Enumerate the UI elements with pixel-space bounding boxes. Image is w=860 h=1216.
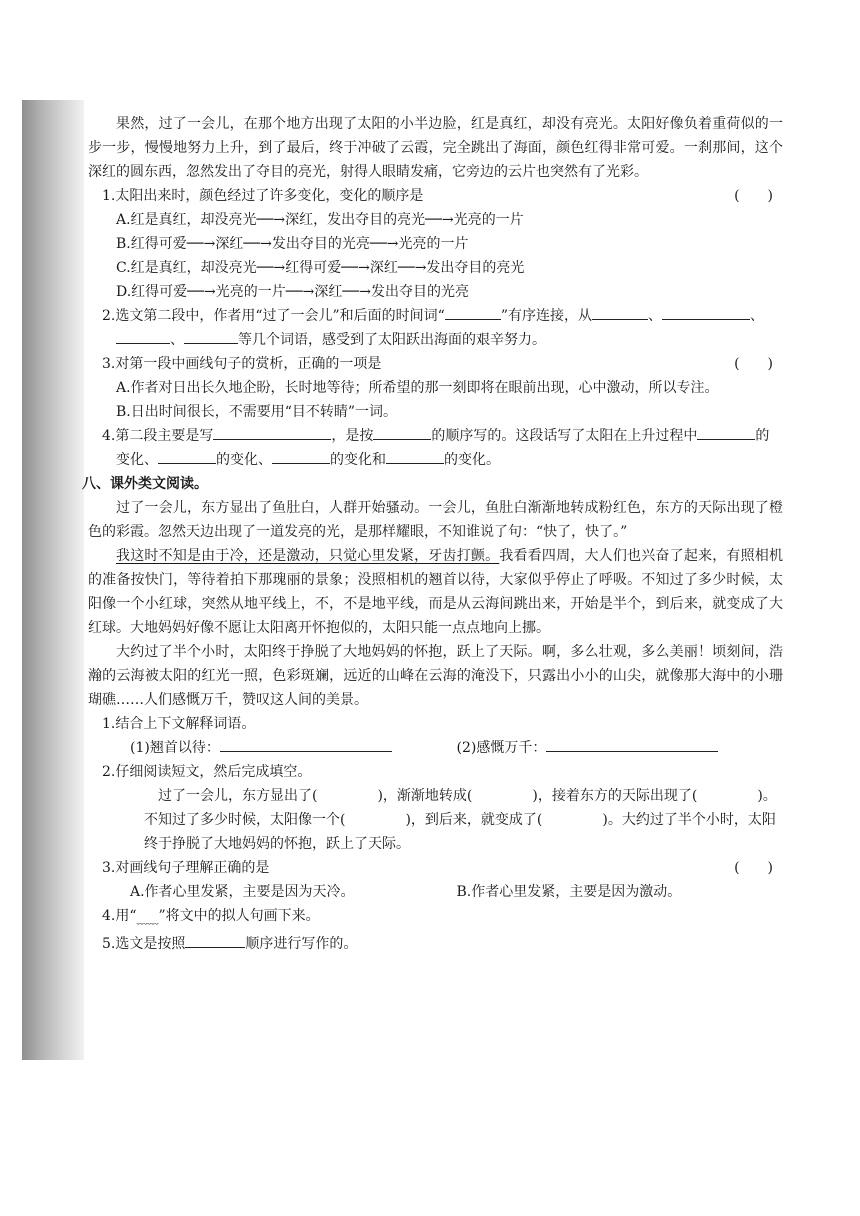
question-4-text: 4.第二段主要是写 <box>102 428 214 444</box>
b-question-3-stem: 3.对画线句子理解正确的是 <box>102 860 270 876</box>
blank[interactable] <box>184 329 238 344</box>
b-question-3-options <box>88 880 783 904</box>
blank[interactable] <box>662 305 696 320</box>
blank[interactable] <box>272 449 330 464</box>
question-4-text: 的变化和 <box>330 452 386 468</box>
blank[interactable] <box>697 425 755 440</box>
wavy-line-mark: ﹏﹏ <box>136 913 159 926</box>
blank[interactable] <box>220 737 392 752</box>
question-1-stem: 1.太阳出来时，颜色经过了许多变化，变化的顺序是 <box>102 188 424 204</box>
fill-text: )。大约过了半个小时，太阳终于挣脱了大地妈妈的怀抱，跃上了天际。 <box>144 812 776 852</box>
b-question-1-items <box>88 736 783 760</box>
question-2-text: ”有序连接，从 <box>500 308 592 324</box>
question-2-text: 等几个词语，感受到了太阳跃出海面的艰辛努力。 <box>238 332 546 348</box>
blank[interactable] <box>546 737 718 752</box>
fill-text: )，到后来，就变成了( <box>405 812 543 828</box>
passage-1: 果然，过了一会儿，在那个地方出现了太阳的小半边脸，红是真红，却没有亮光。太阳好像负着重荷似的一步一步，慢慢地努力上升，到了最后，终于冲破了云霞，完全跳出了海面，颜色红得非常可爱。一刹那间，这个深红的圆东西，忽然发出了夺目的亮光，射得人眼睛发痛，它旁边的云片也突然有了光彩。 <box>88 116 783 180</box>
b-question-5 <box>88 932 783 956</box>
blank[interactable] <box>592 305 648 320</box>
blank[interactable] <box>696 305 750 320</box>
passage-2-para-2-rest: 我看看四周，大人们也兴奋了起来，有照相机的准备按快门，等待着拍下那瑰丽的景象；没照相机的翘首以待，大家似乎停止了呼吸。不知过了多少时候，太阳像一个小红球，突然从地平线上，不，不是地平线，而是从云海间跳出来，开始是半个，到后来，就变成了大红球。大地妈妈好像不愿让太阳离开怀抱似的，太阳只能一点点地向上挪。 <box>88 548 783 636</box>
question-2-text: 、 <box>750 308 764 324</box>
answer-paren[interactable]: ( ) <box>734 356 773 372</box>
b-question-1-item-2: (2)感慨万千： <box>456 740 547 756</box>
fill-text: 过了一会儿，东方显出了( <box>158 788 318 804</box>
fill-text: )，接着东方的天际出现了( <box>532 788 698 804</box>
blank[interactable] <box>158 449 216 464</box>
b-question-5-text: 5.选文是按照 <box>102 936 186 952</box>
blank[interactable] <box>373 425 431 440</box>
option-3b[interactable]: B.日出时间很长，不需要用“目不转睛”一词。 <box>116 404 398 420</box>
question-4-text: 的变化。 <box>444 452 500 468</box>
question-4-text: ，是按 <box>331 428 374 444</box>
page-binding-shadow <box>22 100 84 1060</box>
option-1b[interactable]: B.红得可爱──→深红──→发出夺目的光亮──→光亮的一片 <box>116 236 469 252</box>
question-4-text: 的顺序写的。这段话写了太阳在上升过程中 <box>431 428 698 444</box>
question-3-stem: 3.对第一段中画线句子的赏析，正确的一项是 <box>102 356 382 372</box>
passage-2-para-1: 过了一会儿，东方显出了鱼肚白，人群开始骚动。一会儿，鱼肚白渐渐地转成粉红色，东方的天际出现了橙色的彩霞。忽然天边出现了一道发亮的光，是那样耀眼，不知谁说了句：“快了，快了。” <box>88 500 783 540</box>
question-2-text: 2.选文第二段中，作者用“过了一会儿”和后面的时间词“ <box>102 308 445 324</box>
question-2 <box>88 304 783 352</box>
fill-text: )。不知过了多少时候，太阳像一个( <box>144 788 777 828</box>
question-2-text: 、 <box>170 332 184 348</box>
answer-paren[interactable]: ( ) <box>734 860 773 876</box>
question-4-text: 的变化、 <box>216 452 272 468</box>
passage-2-para-3: 大约过了半个小时，太阳终于挣脱了大地妈妈的怀抱，跃上了天际。啊，多么壮观，多么美丽！顷刻间，浩瀚的云海被太阳的红光一照，色彩斑斓，远近的山峰在云海的淹没下，只露出小小的山尖，就像那大海中的小珊瑚礁……人们感慨万千，赞叹这人间的美景。 <box>88 644 783 708</box>
b-question-2-fill <box>88 784 783 856</box>
blank[interactable] <box>445 305 501 320</box>
section-heading-8: 八、课外类文阅读。 <box>82 476 208 492</box>
option-3a[interactable]: A.作者对日出长久地企盼，长时地等待；所希望的那一刻即将在眼前出现，心中激动，所以专注。 <box>116 380 719 396</box>
fill-text: )，渐渐地转成( <box>377 788 473 804</box>
question-4 <box>88 424 783 472</box>
blank[interactable] <box>185 933 245 948</box>
b-question-4-text: 4.用“ <box>102 908 137 924</box>
b-question-4 <box>88 904 783 932</box>
question-4-text: 的变化、 <box>116 428 770 468</box>
question-3 <box>88 352 783 376</box>
b-question-4-text: ”将文中的拟人句画下来。 <box>158 908 320 924</box>
b-question-1-item-1: (1)翘首以待： <box>130 740 220 756</box>
question-2-text: 、 <box>648 308 662 324</box>
blank[interactable] <box>213 425 331 440</box>
question-1 <box>88 184 783 208</box>
worksheet <box>82 112 783 956</box>
option-1d[interactable]: D.红得可爱──→光亮的一片──→深红──→发出夺目的光亮 <box>116 284 469 300</box>
option-b3b[interactable]: B.作者心里发紧，主要是因为激动。 <box>456 884 682 900</box>
b-question-2: 2.仔细阅读短文，然后完成填空。 <box>102 764 312 780</box>
b-question-5-text: 顺序进行写作的。 <box>245 936 358 952</box>
blank[interactable] <box>386 449 444 464</box>
b-question-1: 1.结合上下文解释词语。 <box>102 716 256 732</box>
underlined-sentence: 我这时不知是由于冷，还是激动，只觉心里发紧，牙齿打颤。 <box>116 548 500 564</box>
passage-2-para-2 <box>88 544 783 640</box>
b-question-3 <box>88 856 783 880</box>
option-1a[interactable]: A.红是真红，却没亮光──→深红，发出夺目的亮光──→光亮的一片 <box>116 212 524 228</box>
answer-paren[interactable]: ( ) <box>734 188 773 204</box>
blank[interactable] <box>116 329 170 344</box>
option-b3a[interactable]: A.作者心里发紧，主要是因为天冷。 <box>130 884 355 900</box>
option-1c[interactable]: C.红是真红，却没亮光──→红得可爱──→深红──→发出夺目的亮光 <box>116 260 525 276</box>
